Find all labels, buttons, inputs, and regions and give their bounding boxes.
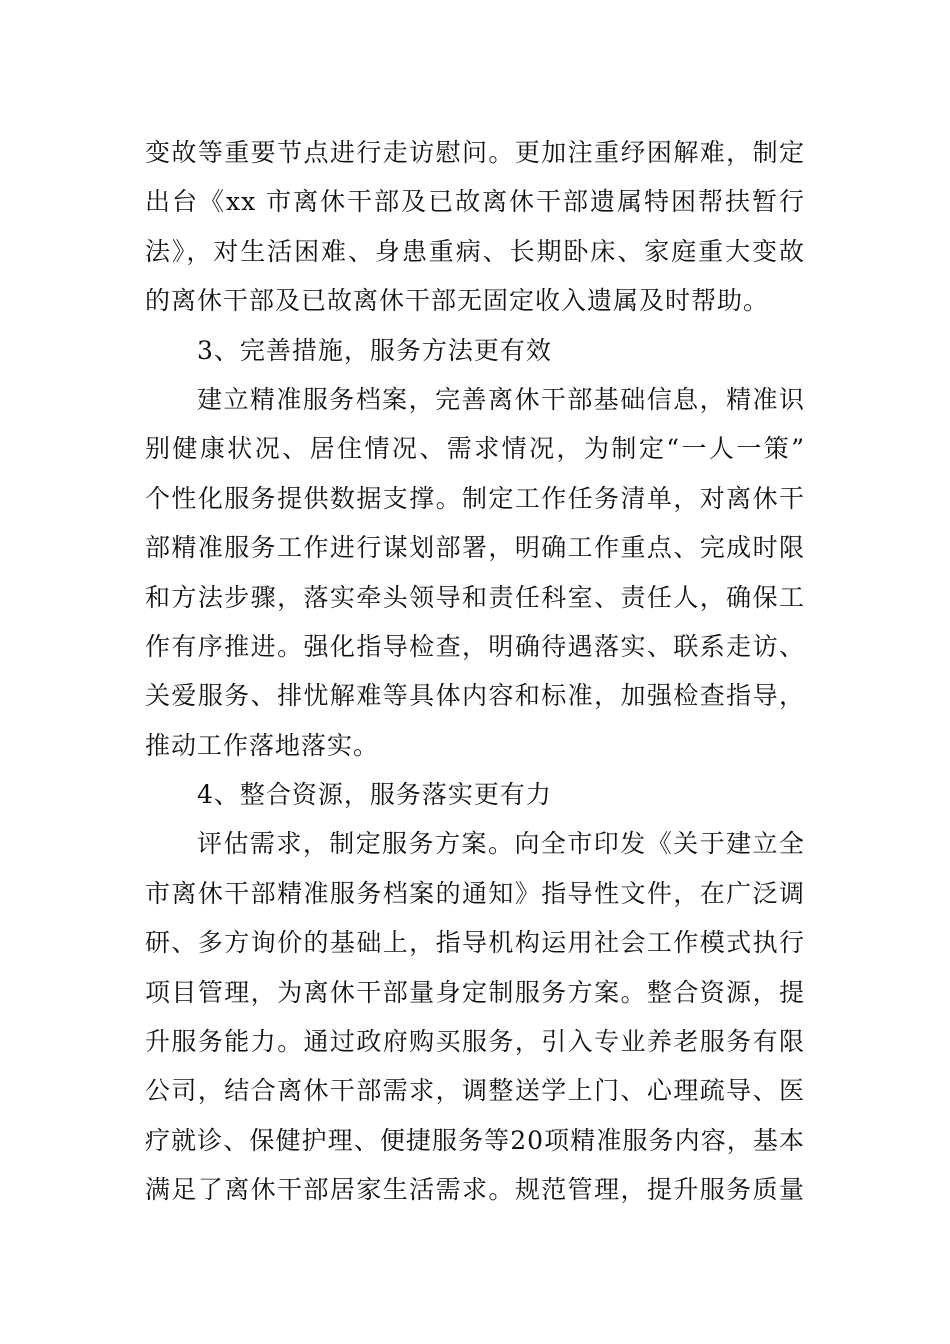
section-heading bbox=[145, 770, 805, 819]
section-heading-text: 4、整合资源，服务落实更有力 bbox=[197, 780, 552, 810]
paragraph bbox=[145, 819, 805, 1214]
document-body bbox=[145, 128, 805, 1215]
paragraph bbox=[145, 375, 805, 770]
text-line: 升服务能力。通过政府购买服务，引入专业养老服务有限 bbox=[145, 1027, 805, 1057]
text-line: 市离休干部精准服务档案的通知》指导性文件，在广泛调 bbox=[145, 878, 805, 908]
text-line: 建立精准服务档案，完善离休干部基础信息，精准识 bbox=[197, 384, 805, 414]
text-line: 个性化服务提供数据支撑。制定工作任务清单，对离休干 bbox=[145, 483, 805, 513]
text-line: 变故等重要节点进行走访慰问。更加注重纾困解难，制定 bbox=[145, 138, 805, 167]
text-line: 公司，结合离休干部需求，调整送学上门、心理疏导、医 bbox=[145, 1076, 805, 1106]
paragraph bbox=[145, 128, 805, 326]
text-line: 满足了离休干部居家生活需求。规范管理，提升服务质量 bbox=[145, 1175, 805, 1205]
text-line: 疗就诊、保健护理、便捷服务等20项精准服务内容，基本 bbox=[145, 1125, 805, 1155]
text-line: 作有序推进。强化指导检查，明确待遇落实、联系走访、 bbox=[145, 631, 805, 661]
text-line: 研、多方询价的基础上，指导机构运用社会工作模式执行 bbox=[145, 928, 805, 958]
section-heading bbox=[145, 326, 805, 375]
text-line: 和方法步骤，落实牵头领导和责任科室、责任人，确保工 bbox=[145, 582, 805, 612]
text-line: 法》，对生活困难、身患重病、长期卧床、家庭重大变故 bbox=[145, 236, 805, 266]
text-line: 的离休干部及已故离休干部无固定收入遗属及时帮助。 bbox=[145, 286, 770, 316]
text-line: 关爱服务、排忧解难等具体内容和标准，加强检查指导， bbox=[145, 681, 805, 711]
text-line: 推动工作落地落实。 bbox=[145, 730, 380, 760]
text-line: 项目管理，为离休干部量身定制服务方案。整合资源，提 bbox=[145, 977, 805, 1007]
text-line: 出台《xx 市离休干部及已故离休干部遗属特困帮扶暂行 bbox=[145, 187, 805, 217]
text-line: 别健康状况、居住情况、需求情况，为制定“一人一策” bbox=[145, 434, 805, 464]
section-heading-text: 3、完善措施，服务方法更有效 bbox=[197, 335, 552, 365]
text-line: 部精准服务工作进行谋划部署，明确工作重点、完成时限 bbox=[145, 533, 805, 563]
text-line: 评估需求，制定服务方案。向全市印发《关于建立全 bbox=[197, 829, 805, 859]
